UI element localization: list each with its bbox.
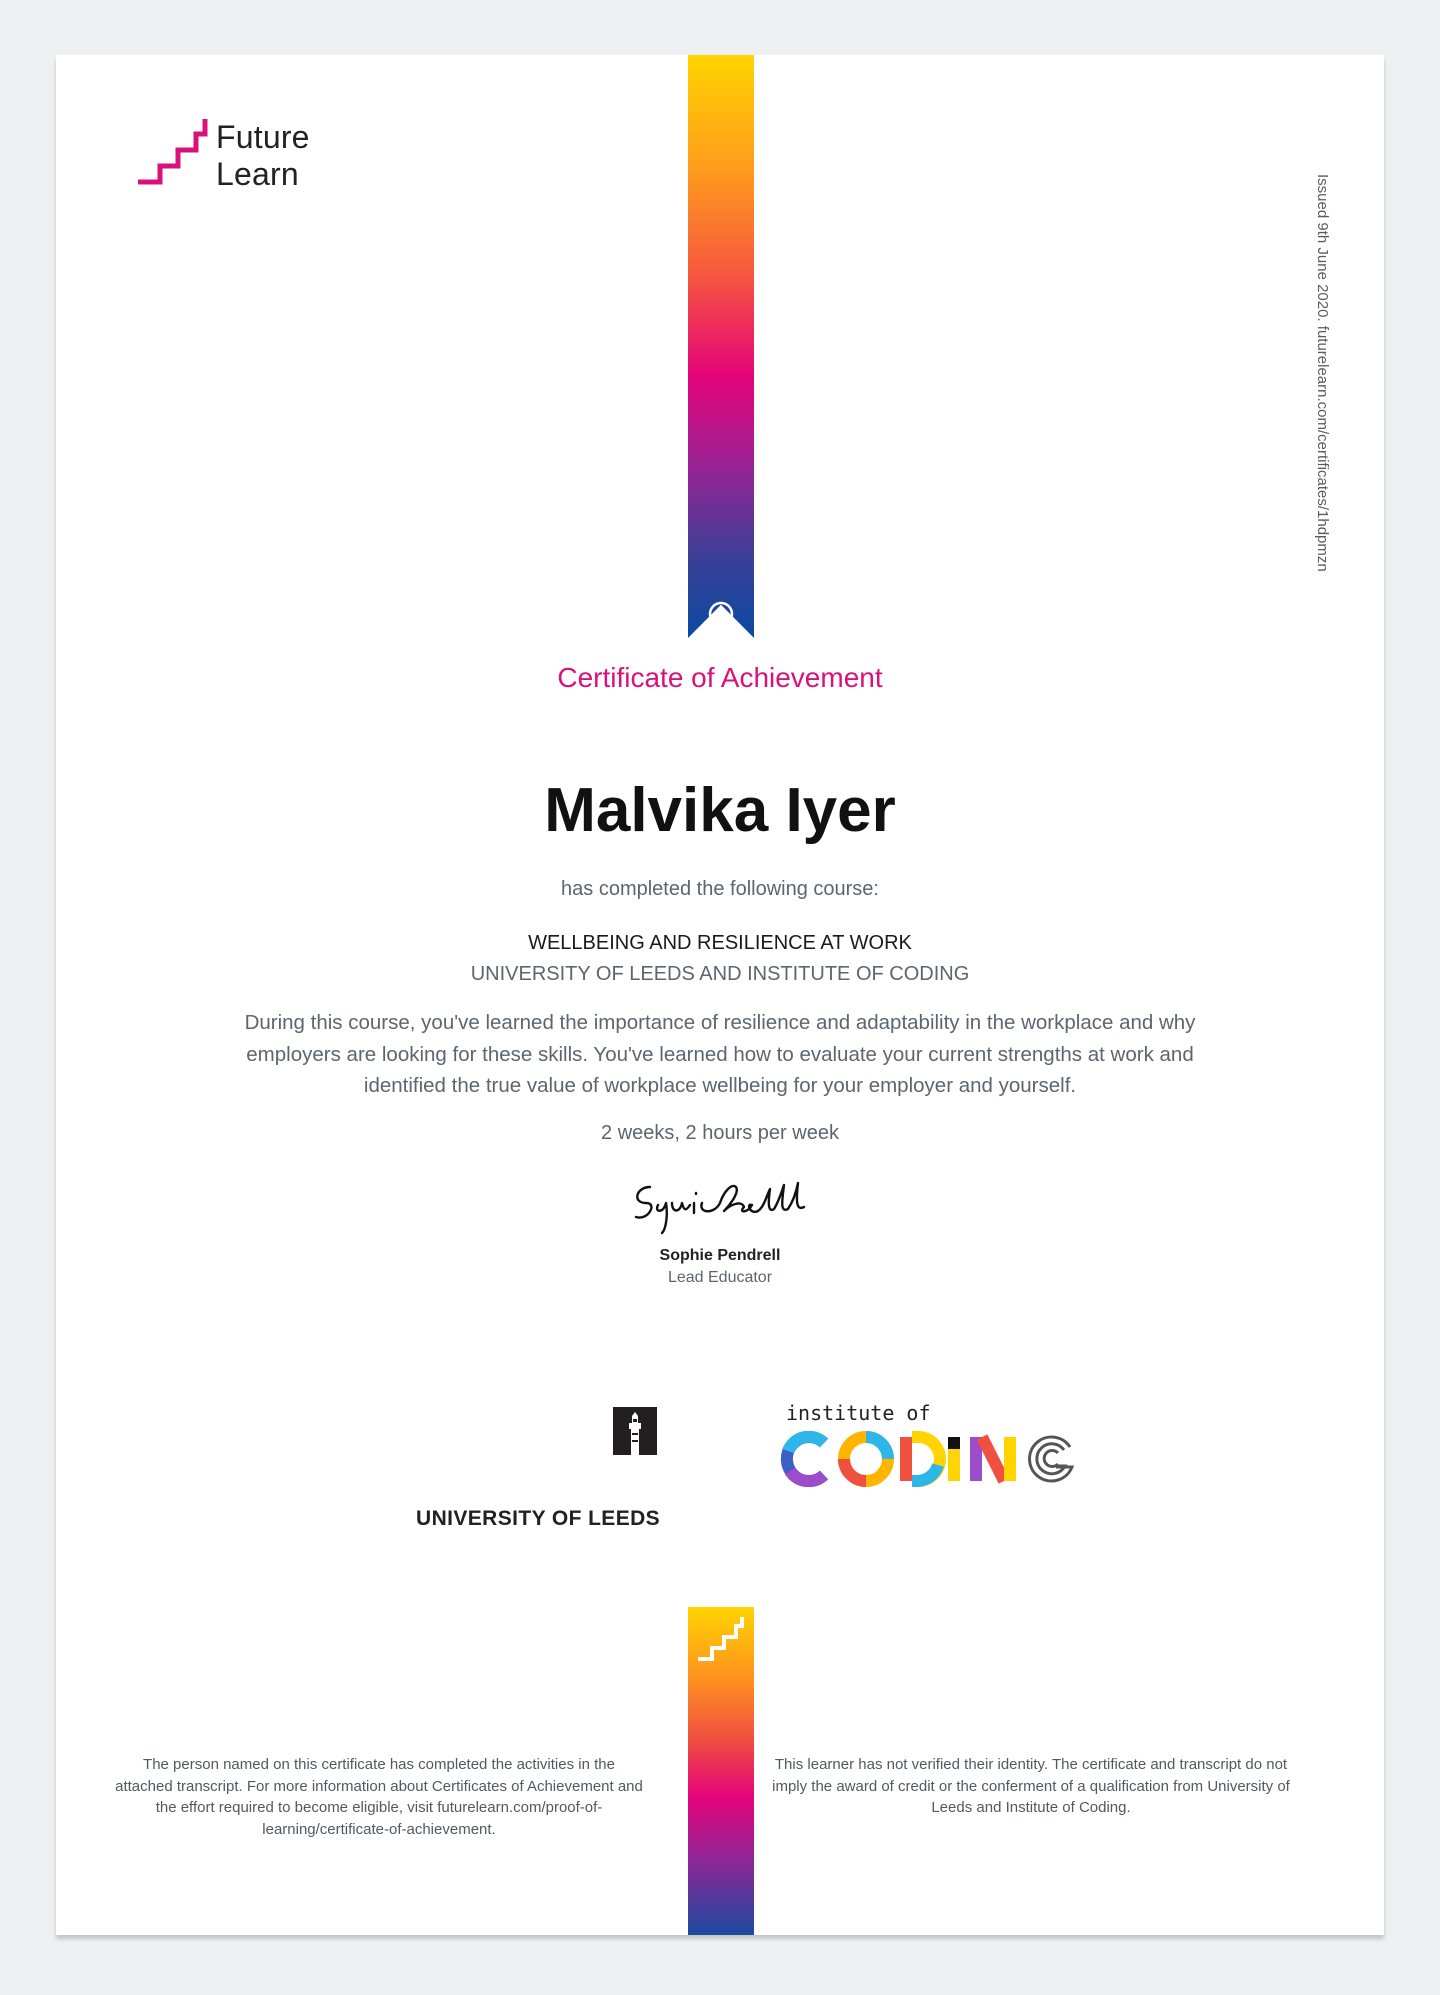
educator-signature: [628, 1173, 813, 1237]
leeds-wordmark: UNIVERSITY OF LEEDS: [416, 1507, 661, 1530]
ioc-coding-wordmark: [778, 1431, 1078, 1487]
course-organisation: UNIVERSITY OF LEEDS AND INSTITUTE OF CODING: [470, 963, 970, 985]
certificate-title: Certificate of Achievement: [557, 662, 883, 693]
institute-of-coding-logo: [778, 1401, 1098, 1521]
issued-date-and-url: Issued 9th June 2020. futurelearn.com/certificates/1hdpmzn: [1314, 174, 1331, 572]
ioc-tagline: institute of: [786, 1401, 931, 1425]
course-duration: 2 weeks, 2 hours per week: [601, 1122, 839, 1144]
university-of-leeds-logo: [416, 1407, 676, 1531]
educator-role: Lead Educator: [667, 1269, 773, 1286]
learner-name: Malvika Iyer: [544, 776, 896, 845]
futurelearn-stairs-icon: [694, 1617, 750, 1663]
footer-certificate-info: The person named on this certificate has completed the activities in the attached transcript. For more information about Certificates of Achievement and the effort required to become eligible, visit futurelearn.com/proof-of-learning/certificate-of-achievement.: [115, 1756, 643, 1838]
futurelearn-logo: [138, 119, 348, 192]
award-ribbon: [688, 55, 754, 638]
futurelearn-stairs-icon: [138, 119, 210, 189]
educator-name: Sophie Pendrell: [659, 1247, 781, 1264]
leeds-tower-icon: [613, 1407, 657, 1455]
course-description: During this course, you've learned the importance of resilience and adaptability in the workplace and why employers are looking for these skills. You've learned how to evaluate your current strengths at work and identified the true value of workplace wellbeing for your employer and yourself.: [244, 1011, 1196, 1097]
footer-identity-disclaimer: This learner has not verified their identity. The certificate and transcript do not imply the award of credit or the conferment of a qualification from University of Leeds and Institute of Coding.: [772, 1756, 1290, 1816]
futurelearn-wordmark: Future Learn: [216, 119, 310, 192]
completion-statement: has completed the following course:: [561, 878, 879, 900]
certificate-sheet: [56, 55, 1384, 1935]
course-title: WELLBEING AND RESILIENCE AT WORK: [528, 932, 912, 954]
award-icon: [703, 600, 739, 644]
